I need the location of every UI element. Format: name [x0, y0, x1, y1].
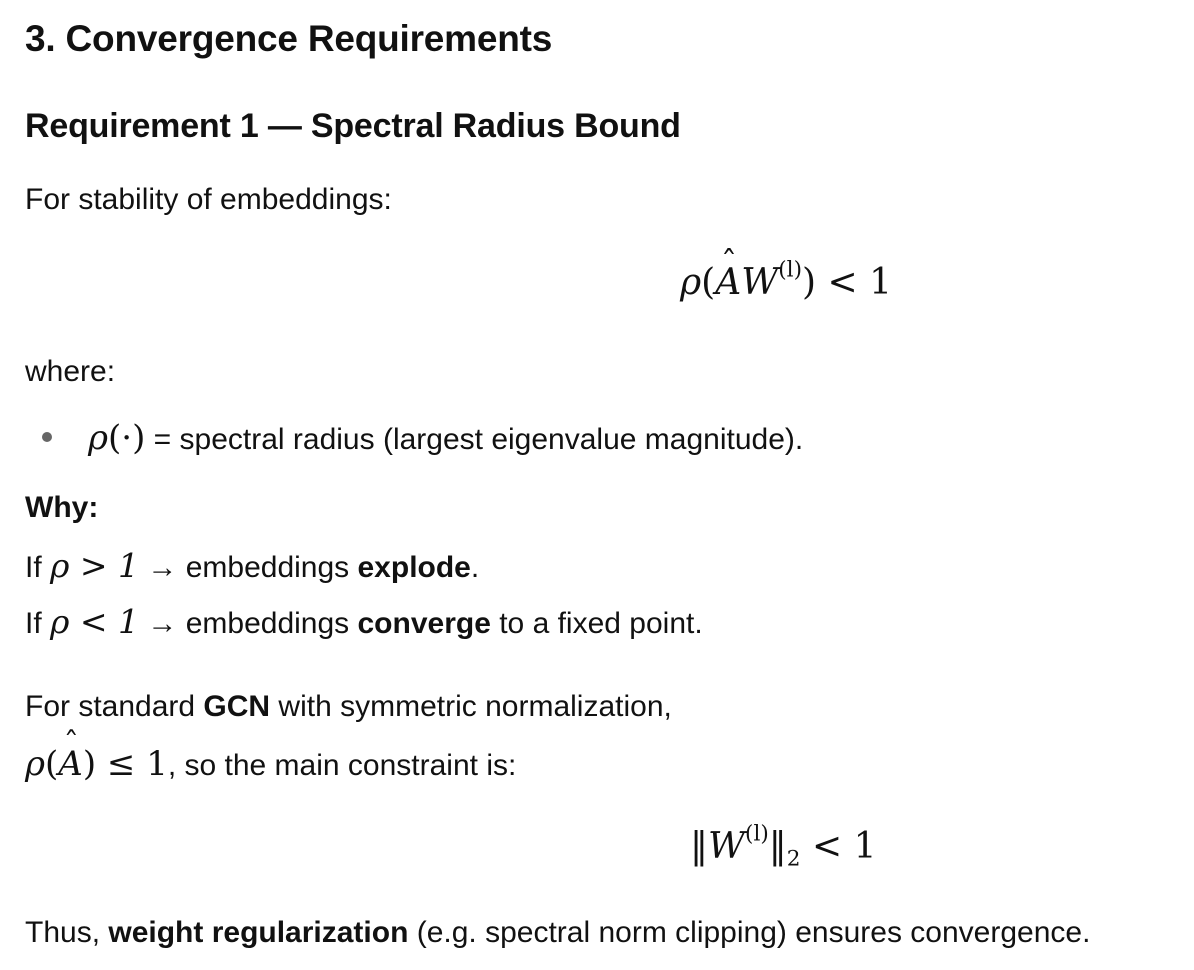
- why-label: Why:: [25, 491, 99, 524]
- conclusion-prefix: Thus,: [25, 916, 109, 949]
- definition-arg: (·): [108, 418, 146, 458]
- gcn-tail: , so the main constraint is:: [167, 749, 517, 782]
- gcn-note-line2: [25, 744, 516, 784]
- gcn-math-rho: ρ: [25, 744, 45, 784]
- gcn-math-open: (: [45, 744, 59, 784]
- gcn-suffix: with symmetric normalization,: [270, 690, 672, 723]
- gcn-math-a-hat: ˆ A: [58, 744, 83, 784]
- w-symbol: W: [741, 262, 779, 303]
- why-line1-suffix: .: [470, 551, 480, 584]
- why-line2-math: ρ < 1: [50, 602, 140, 641]
- norm-subscript: 2: [786, 846, 801, 872]
- gcn-bold: GCN: [203, 690, 271, 723]
- why-line1-bold: explode: [357, 551, 471, 584]
- conclusion-suffix: (e.g. spectral norm clipping) ensures convergence.: [408, 916, 1091, 949]
- why-line1-prefix: If: [25, 551, 51, 584]
- definition-rho: ρ: [88, 418, 108, 458]
- where-label: where:: [25, 355, 116, 388]
- definition-text: = spectral radius (largest eigenvalue magnitude).: [145, 423, 804, 456]
- eq1-relation: < 1: [816, 262, 893, 303]
- gcn-math-rest: ) ≤ 1: [82, 744, 168, 784]
- gcn-note-line1: [25, 690, 672, 724]
- norm-relation: < 1: [800, 826, 877, 867]
- rho-symbol: ρ: [680, 262, 702, 303]
- norm-w-symbol: W: [708, 826, 746, 867]
- bullet-point: [42, 432, 52, 442]
- eq1-close-paren: ): [802, 262, 817, 303]
- requirement-heading: Requirement 1 — Spectral Radius Bound: [25, 107, 681, 145]
- norm-layer-superscript: (l): [745, 821, 769, 847]
- equation-spectral-radius: [680, 257, 893, 303]
- a-hat-symbol: ˆ A: [715, 262, 741, 303]
- definition-item: [88, 418, 803, 458]
- why-line2-suffix: to a fixed point.: [490, 607, 703, 640]
- why-line-explode: [25, 546, 479, 585]
- eq1-open-paren: (: [701, 262, 716, 303]
- equation-weight-norm: [690, 821, 877, 872]
- conclusion-text: [25, 916, 1090, 950]
- conclusion-bold: weight regularization: [108, 916, 409, 949]
- why-line2-bold: converge: [357, 607, 491, 640]
- gcn-prefix: For standard: [25, 690, 204, 723]
- intro-text: For stability of embeddings:: [25, 183, 392, 216]
- why-line-converge: [25, 602, 703, 641]
- why-line2-prefix: If: [25, 607, 51, 640]
- layer-superscript: (l): [778, 257, 802, 283]
- why-line1-mid: → embeddings: [139, 551, 358, 584]
- section-heading: 3. Convergence Requirements: [25, 18, 553, 59]
- norm-open: ‖: [690, 826, 708, 867]
- norm-close: ‖: [768, 826, 787, 867]
- why-line1-math: ρ > 1: [50, 546, 140, 585]
- why-line2-mid: → embeddings: [139, 607, 358, 640]
